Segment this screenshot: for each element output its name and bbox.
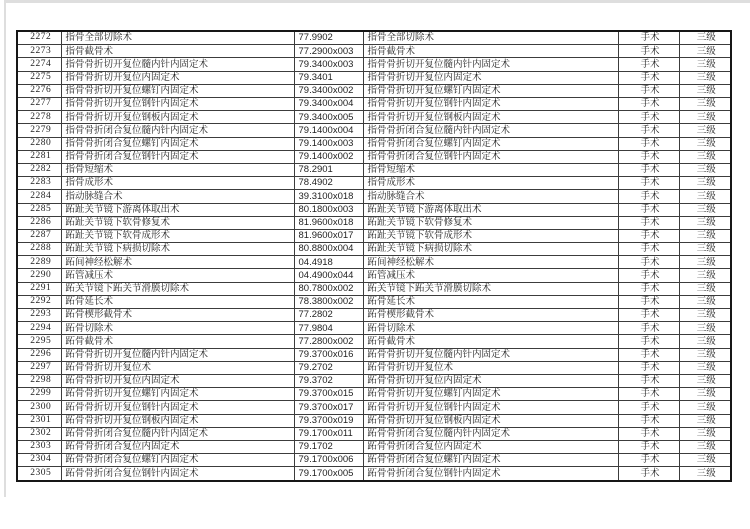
cell-icd-code: 79.3400x003 [294, 58, 363, 71]
cell-procedure-name-2: 指骨骨折闭合复位钢针内固定术 [363, 150, 618, 163]
cell-level: 三级 [679, 243, 731, 256]
cell-procedure-name-2: 指骨成形术 [363, 177, 618, 190]
cell-procedure-name-2: 跖骨楔形截骨术 [363, 309, 618, 322]
table-row [17, 454, 731, 467]
cell-level: 三级 [679, 150, 731, 163]
cell-procedure-name: 跖骨截骨术 [61, 335, 294, 348]
cell-category: 手术 [618, 309, 679, 322]
cell-icd-code: 79.3400x002 [294, 84, 363, 97]
table-row [17, 229, 731, 242]
cell-row-index: 2279 [17, 124, 61, 137]
cell-icd-code: 78.3800x002 [294, 295, 363, 308]
cell-icd-code: 79.3400x005 [294, 111, 363, 124]
table-row [17, 216, 731, 229]
table-row [17, 111, 731, 124]
cell-icd-code: 79.1700x011 [294, 427, 363, 440]
cell-category: 手术 [618, 467, 679, 481]
cell-procedure-name-2: 指骨骨折闭合复位螺钉内固定术 [363, 137, 618, 150]
cell-level: 三级 [679, 229, 731, 242]
cell-icd-code: 78.4902 [294, 177, 363, 190]
cell-icd-code: 77.2900x003 [294, 45, 363, 58]
cell-procedure-name: 指骨骨折闭合复位螺钉内固定术 [61, 137, 294, 150]
cell-level: 三级 [679, 45, 731, 58]
table-row [17, 31, 731, 45]
cell-level: 三级 [679, 401, 731, 414]
cell-level: 三级 [679, 282, 731, 295]
cell-icd-code: 79.3400x004 [294, 98, 363, 111]
cell-procedure-name-2: 跖趾关节镜下软骨修复术 [363, 216, 618, 229]
cell-procedure-name-2: 指骨骨折切开复位钢板内固定术 [363, 111, 618, 124]
table-row [17, 243, 731, 256]
cell-icd-code: 79.3700x017 [294, 401, 363, 414]
table-row [17, 163, 731, 176]
cell-icd-code: 81.9600x017 [294, 229, 363, 242]
cell-icd-code: 80.1800x003 [294, 203, 363, 216]
cell-procedure-name: 跖趾关节镜下软骨成形术 [61, 229, 294, 242]
cell-icd-code: 79.1702 [294, 440, 363, 453]
cell-procedure-name-2: 跖骨骨折切开复位钢板内固定术 [363, 414, 618, 427]
cell-row-index: 2299 [17, 388, 61, 401]
cell-icd-code: 80.8800x004 [294, 243, 363, 256]
cell-procedure-name: 跖关节镜下跖关节滑膜切除术 [61, 282, 294, 295]
cell-category: 手术 [618, 163, 679, 176]
cell-procedure-name: 跖骨骨折闭合复位髓内针内固定术 [61, 427, 294, 440]
table-row [17, 190, 731, 203]
cell-icd-code: 79.1700x006 [294, 454, 363, 467]
cell-category: 手术 [618, 322, 679, 335]
cell-icd-code: 79.3700x016 [294, 348, 363, 361]
cell-row-index: 2302 [17, 427, 61, 440]
cell-procedure-name-2: 跖骨切除术 [363, 322, 618, 335]
cell-procedure-name-2: 跖骨骨折闭合复位钢针内固定术 [363, 467, 618, 481]
cell-row-index: 2298 [17, 374, 61, 387]
cell-level: 三级 [679, 388, 731, 401]
cell-level: 三级 [679, 190, 731, 203]
cell-procedure-name: 跖骨骨折闭合复位内固定术 [61, 440, 294, 453]
cell-row-index: 2303 [17, 440, 61, 453]
cell-category: 手术 [618, 203, 679, 216]
cell-icd-code: 79.3700x015 [294, 388, 363, 401]
cell-icd-code: 81.9600x018 [294, 216, 363, 229]
cell-procedure-name: 指动脉缝合术 [61, 190, 294, 203]
cell-procedure-name: 跖骨骨折切开复位钢针内固定术 [61, 401, 294, 414]
cell-procedure-name: 指骨骨折切开复位内固定术 [61, 71, 294, 84]
cell-icd-code: 77.9804 [294, 322, 363, 335]
cell-row-index: 2283 [17, 177, 61, 190]
table-row [17, 427, 731, 440]
cell-procedure-name-2: 指骨骨折切开复位内固定术 [363, 71, 618, 84]
cell-row-index: 2292 [17, 295, 61, 308]
cell-category: 手术 [618, 282, 679, 295]
cell-procedure-name: 指骨全部切除术 [61, 31, 294, 45]
cell-category: 手术 [618, 124, 679, 137]
table-row [17, 150, 731, 163]
table-row [17, 309, 731, 322]
cell-row-index: 2275 [17, 71, 61, 84]
cell-procedure-name: 指骨骨折切开复位螺钉内固定术 [61, 84, 294, 97]
cell-level: 三级 [679, 414, 731, 427]
cell-icd-code: 39.3100x018 [294, 190, 363, 203]
cell-category: 手术 [618, 348, 679, 361]
table-row [17, 401, 731, 414]
cell-level: 三级 [679, 467, 731, 481]
cell-row-index: 2295 [17, 335, 61, 348]
table-row [17, 269, 731, 282]
cell-category: 手术 [618, 71, 679, 84]
cell-level: 三级 [679, 163, 731, 176]
cell-icd-code: 79.2702 [294, 361, 363, 374]
cell-procedure-name-2: 跖骨截骨术 [363, 335, 618, 348]
cell-level: 三级 [679, 427, 731, 440]
cell-level: 三级 [679, 111, 731, 124]
cell-row-index: 2287 [17, 229, 61, 242]
cell-row-index: 2293 [17, 309, 61, 322]
cell-procedure-name-2: 跖间神经松解术 [363, 256, 618, 269]
cell-icd-code: 79.1400x003 [294, 137, 363, 150]
cell-category: 手术 [618, 335, 679, 348]
cell-category: 手术 [618, 388, 679, 401]
cell-category: 手术 [618, 190, 679, 203]
cell-icd-code: 79.3702 [294, 374, 363, 387]
cell-icd-code: 79.1400x004 [294, 124, 363, 137]
cell-procedure-name-2: 跖骨骨折切开复位钢针内固定术 [363, 401, 618, 414]
table-row [17, 98, 731, 111]
cell-procedure-name: 跖骨骨折切开复位钢板内固定术 [61, 414, 294, 427]
table-row [17, 295, 731, 308]
cell-row-index: 2285 [17, 203, 61, 216]
cell-category: 手术 [618, 150, 679, 163]
cell-row-index: 2281 [17, 150, 61, 163]
cell-procedure-name-2: 跖骨骨折切开复位术 [363, 361, 618, 374]
cell-row-index: 2290 [17, 269, 61, 282]
cell-level: 三级 [679, 295, 731, 308]
cell-category: 手术 [618, 243, 679, 256]
cell-procedure-name: 指骨骨折切开复位髓内针内固定术 [61, 58, 294, 71]
cell-row-index: 2296 [17, 348, 61, 361]
cell-procedure-name-2: 跖骨骨折切开复位螺钉内固定术 [363, 388, 618, 401]
table-row [17, 467, 731, 481]
cell-procedure-name-2: 跖骨骨折切开复位内固定术 [363, 374, 618, 387]
cell-level: 三级 [679, 454, 731, 467]
cell-category: 手术 [618, 295, 679, 308]
cell-row-index: 2280 [17, 137, 61, 150]
cell-icd-code: 79.3401 [294, 71, 363, 84]
cell-icd-code: 77.2800x002 [294, 335, 363, 348]
cell-level: 三级 [679, 256, 731, 269]
cell-procedure-name-2: 跖骨骨折闭合复位螺钉内固定术 [363, 454, 618, 467]
cell-row-index: 2274 [17, 58, 61, 71]
cell-procedure-name-2: 指骨骨折切开复位髓内针内固定术 [363, 58, 618, 71]
cell-row-index: 2291 [17, 282, 61, 295]
cell-category: 手术 [618, 256, 679, 269]
procedure-table-body [17, 31, 731, 481]
cell-procedure-name: 跖骨骨折切开复位内固定术 [61, 374, 294, 387]
cell-row-index: 2277 [17, 98, 61, 111]
cell-category: 手术 [618, 269, 679, 282]
cell-row-index: 2286 [17, 216, 61, 229]
cell-row-index: 2284 [17, 190, 61, 203]
cell-level: 三级 [679, 374, 731, 387]
cell-procedure-name: 跖管减压术 [61, 269, 294, 282]
table-row [17, 71, 731, 84]
cell-procedure-name: 跖骨骨折闭合复位钢针内固定术 [61, 467, 294, 481]
cell-procedure-name: 指骨短缩术 [61, 163, 294, 176]
cell-procedure-name-2: 跖趾关节镜下游离体取出术 [363, 203, 618, 216]
cell-icd-code: 79.3700x019 [294, 414, 363, 427]
cell-row-index: 2273 [17, 45, 61, 58]
table-row [17, 348, 731, 361]
cell-procedure-name: 跖骨骨折切开复位螺钉内固定术 [61, 388, 294, 401]
cell-procedure-name-2: 跖骨骨折闭合复位内固定术 [363, 440, 618, 453]
cell-procedure-name: 跖骨切除术 [61, 322, 294, 335]
table-row [17, 177, 731, 190]
cell-level: 三级 [679, 269, 731, 282]
cell-row-index: 2305 [17, 467, 61, 481]
cell-category: 手术 [618, 361, 679, 374]
cell-category: 手术 [618, 98, 679, 111]
cell-category: 手术 [618, 84, 679, 97]
cell-icd-code: 78.2901 [294, 163, 363, 176]
cell-procedure-name-2: 跖骨骨折闭合复位髓内针内固定术 [363, 427, 618, 440]
cell-level: 三级 [679, 58, 731, 71]
cell-level: 三级 [679, 322, 731, 335]
cell-procedure-name: 跖骨骨折闭合复位螺钉内固定术 [61, 454, 294, 467]
cell-procedure-name: 指骨骨折切开复位钢板内固定术 [61, 111, 294, 124]
cell-category: 手术 [618, 177, 679, 190]
cell-level: 三级 [679, 335, 731, 348]
cell-icd-code: 77.9902 [294, 31, 363, 45]
cell-procedure-name-2: 跖趾关节镜下病损切除术 [363, 243, 618, 256]
table-row [17, 203, 731, 216]
cell-row-index: 2288 [17, 243, 61, 256]
cell-row-index: 2297 [17, 361, 61, 374]
table-row [17, 256, 731, 269]
cell-level: 三级 [679, 203, 731, 216]
cell-row-index: 2301 [17, 414, 61, 427]
cell-row-index: 2289 [17, 256, 61, 269]
cell-category: 手术 [618, 137, 679, 150]
cell-icd-code: 04.4918 [294, 256, 363, 269]
cell-procedure-name-2: 指骨全部切除术 [363, 31, 618, 45]
cell-icd-code: 04.4900x044 [294, 269, 363, 282]
cell-category: 手术 [618, 374, 679, 387]
cell-level: 三级 [679, 348, 731, 361]
table-row [17, 124, 731, 137]
cell-category: 手术 [618, 45, 679, 58]
cell-category: 手术 [618, 111, 679, 124]
cell-icd-code: 79.1400x002 [294, 150, 363, 163]
cell-row-index: 2304 [17, 454, 61, 467]
table-row [17, 45, 731, 58]
table-row [17, 414, 731, 427]
cell-category: 手术 [618, 454, 679, 467]
cell-category: 手术 [618, 427, 679, 440]
cell-procedure-name-2: 跖骨延长术 [363, 295, 618, 308]
cell-level: 三级 [679, 31, 731, 45]
cell-category: 手术 [618, 216, 679, 229]
cell-procedure-name: 指骨骨折闭合复位髓内针内固定术 [61, 124, 294, 137]
cell-procedure-name: 指骨成形术 [61, 177, 294, 190]
table-row [17, 335, 731, 348]
table-row [17, 84, 731, 97]
cell-procedure-name-2: 指动脉缝合术 [363, 190, 618, 203]
page-edge-left [4, 0, 6, 497]
table-row [17, 322, 731, 335]
table-row [17, 361, 731, 374]
cell-procedure-name-2: 跖关节镜下跖关节滑膜切除术 [363, 282, 618, 295]
cell-row-index: 2300 [17, 401, 61, 414]
table-row [17, 137, 731, 150]
cell-procedure-name: 跖趾关节镜下病损切除术 [61, 243, 294, 256]
table-row [17, 58, 731, 71]
cell-procedure-name-2: 指骨短缩术 [363, 163, 618, 176]
cell-level: 三级 [679, 71, 731, 84]
cell-procedure-name-2: 跖骨骨折切开复位髓内针内固定术 [363, 348, 618, 361]
cell-level: 三级 [679, 440, 731, 453]
cell-level: 三级 [679, 124, 731, 137]
cell-procedure-name-2: 指骨骨折切开复位钢针内固定术 [363, 98, 618, 111]
cell-procedure-name: 指骨截骨术 [61, 45, 294, 58]
table-row [17, 440, 731, 453]
cell-procedure-name: 跖间神经松解术 [61, 256, 294, 269]
cell-icd-code: 80.7800x002 [294, 282, 363, 295]
cell-category: 手术 [618, 58, 679, 71]
cell-category: 手术 [618, 31, 679, 45]
cell-procedure-name-2: 指骨截骨术 [363, 45, 618, 58]
cell-category: 手术 [618, 440, 679, 453]
cell-procedure-name-2: 指骨骨折闭合复位髓内针内固定术 [363, 124, 618, 137]
cell-row-index: 2294 [17, 322, 61, 335]
cell-level: 三级 [679, 84, 731, 97]
cell-procedure-name-2: 指骨骨折切开复位螺钉内固定术 [363, 84, 618, 97]
cell-procedure-name: 指骨骨折切开复位钢针内固定术 [61, 98, 294, 111]
table-row [17, 388, 731, 401]
cell-level: 三级 [679, 177, 731, 190]
cell-procedure-name: 跖骨骨折切开复位术 [61, 361, 294, 374]
cell-procedure-name: 跖趾关节镜下软骨修复术 [61, 216, 294, 229]
cell-row-index: 2272 [17, 31, 61, 45]
cell-procedure-name: 指骨骨折闭合复位钢针内固定术 [61, 150, 294, 163]
cell-procedure-name: 跖骨延长术 [61, 295, 294, 308]
table-row [17, 282, 731, 295]
cell-level: 三级 [679, 98, 731, 111]
procedure-code-table [16, 30, 732, 482]
cell-category: 手术 [618, 414, 679, 427]
cell-level: 三级 [679, 137, 731, 150]
cell-row-index: 2276 [17, 84, 61, 97]
cell-category: 手术 [618, 401, 679, 414]
cell-category: 手术 [618, 229, 679, 242]
cell-row-index: 2282 [17, 163, 61, 176]
cell-level: 三级 [679, 309, 731, 322]
cell-procedure-name: 跖骨楔形截骨术 [61, 309, 294, 322]
cell-icd-code: 77.2802 [294, 309, 363, 322]
page-edge-top [5, 0, 750, 3]
cell-level: 三级 [679, 216, 731, 229]
cell-procedure-name-2: 跖趾关节镜下软骨成形术 [363, 229, 618, 242]
cell-icd-code: 79.1700x005 [294, 467, 363, 481]
cell-procedure-name: 跖骨骨折切开复位髓内针内固定术 [61, 348, 294, 361]
cell-row-index: 2278 [17, 111, 61, 124]
cell-procedure-name-2: 跖管减压术 [363, 269, 618, 282]
cell-procedure-name: 跖趾关节镜下游离体取出术 [61, 203, 294, 216]
table-row [17, 374, 731, 387]
cell-level: 三级 [679, 361, 731, 374]
